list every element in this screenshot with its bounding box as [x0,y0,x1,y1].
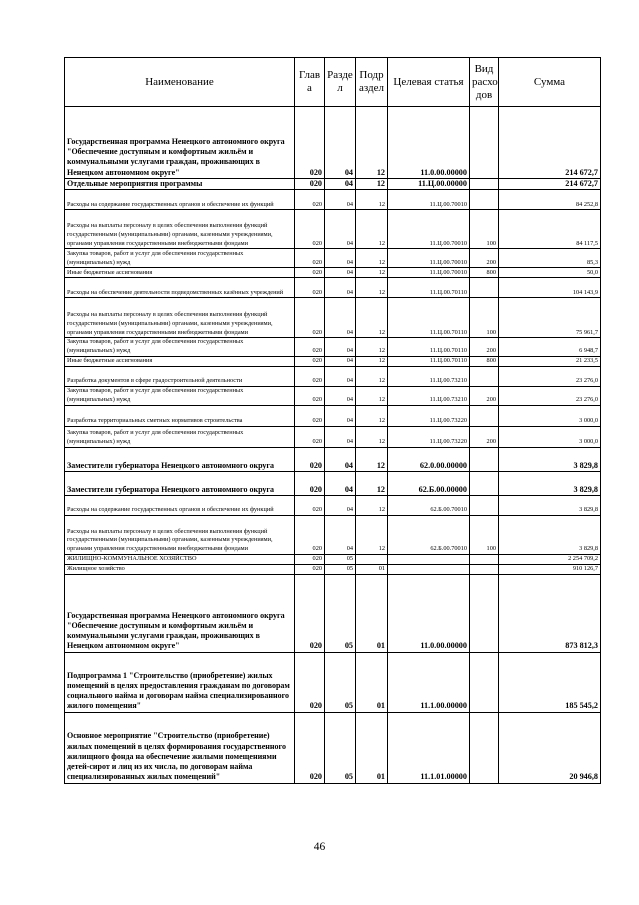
cell-name: Государственная программа Ненецкого автономного округа "Обеспечение доступным и комфортным жильём и коммунальными услугами граждан, проживающих в Ненецком автономном округе" [65,574,295,652]
cell-razdel: 04 [325,210,356,249]
cell-razdel: 04 [325,471,356,495]
cell-statya: 11.1.00.00000 [388,652,470,712]
cell-podrazdel: 12 [356,179,388,190]
cell-statya: 11.Ц.00.00000 [388,179,470,190]
table-row [65,712,601,783]
cell-summa: 214 672,7 [499,107,601,179]
cell-name: Государственная программа Ненецкого автономного округа "Обеспечение доступным и комфортным жильём и коммунальными услугами граждан, проживающих в Ненецком автономном округе" [65,107,295,179]
table-row [65,179,601,190]
cell-name: ЖИЛИЩНО-КОММУНАЛЬНОЕ ХОЗЯЙСТВО [65,554,295,564]
cell-name: Заместители губернатора Ненецкого автономного округа [65,471,295,495]
cell-name: Закупка товаров, работ и услуг для обеспечения государственных (муниципальных) нужд [65,386,295,405]
cell-statya [388,564,470,574]
header-razdel: Разде л [325,58,356,107]
cell-razdel: 04 [325,107,356,179]
table-row [65,652,601,712]
cell-summa: 3 829,8 [499,471,601,495]
cell-name: Иные бюджетные ассигнования [65,356,295,366]
table-row [65,386,601,405]
header-podrazdel: Подр аздел [356,58,388,107]
cell-razdel: 04 [325,338,356,357]
cell-summa: 910 126,7 [499,564,601,574]
table-row [65,495,601,515]
cell-razdel: 04 [325,298,356,338]
cell-vid [470,107,499,179]
cell-statya: 11.1.01.00000 [388,712,470,783]
cell-vid: 200 [470,338,499,357]
cell-razdel: 04 [325,495,356,515]
page-number: 46 [313,841,326,853]
table-row [65,278,601,298]
cell-vid [470,574,499,652]
cell-podrazdel: 12 [356,495,388,515]
table-row [65,426,601,447]
cell-glava: 020 [295,574,325,652]
cell-name: Закупка товаров, работ и услуг для обеспечения государственных (муниципальных) нужд [65,338,295,357]
cell-summa: 84 252,8 [499,190,601,210]
cell-podrazdel: 12 [356,210,388,249]
cell-glava: 020 [295,564,325,574]
cell-summa: 3 000,0 [499,426,601,447]
cell-summa: 6 948,7 [499,338,601,357]
table-row [65,298,601,338]
cell-razdel: 04 [325,386,356,405]
cell-vid [470,554,499,564]
cell-razdel: 04 [325,366,356,386]
table-row [65,405,601,426]
cell-podrazdel: 12 [356,249,388,268]
cell-summa: 85,3 [499,249,601,268]
cell-razdel: 04 [325,268,356,278]
cell-glava: 020 [295,447,325,471]
cell-razdel: 04 [325,190,356,210]
cell-vid: 200 [470,426,499,447]
table-row [65,190,601,210]
table-row [65,107,601,179]
cell-podrazdel: 12 [356,338,388,357]
cell-name: Расходы на содержание государственных органов и обеспечение их функций [65,190,295,210]
cell-summa: 185 545,2 [499,652,601,712]
cell-name: Расходы на содержание государственных органов и обеспечение их функций [65,495,295,515]
cell-glava: 020 [295,554,325,564]
cell-razdel: 04 [325,179,356,190]
cell-vid: 100 [470,515,499,554]
cell-vid: 800 [470,356,499,366]
cell-summa: 3 000,0 [499,405,601,426]
cell-glava: 020 [295,298,325,338]
header-summa: Сумма [499,58,601,107]
cell-vid [470,190,499,210]
cell-statya [388,554,470,564]
cell-razdel: 04 [325,515,356,554]
cell-vid [470,564,499,574]
cell-glava: 020 [295,405,325,426]
cell-podrazdel: 12 [356,386,388,405]
table-row [65,574,601,652]
cell-statya: 11.Ц.00.70010 [388,249,470,268]
table-row [65,515,601,554]
header-name: Наименование [65,58,295,107]
cell-razdel: 05 [325,554,356,564]
cell-razdel: 04 [325,426,356,447]
cell-statya: 11.Ц.00.70110 [388,338,470,357]
cell-podrazdel: 12 [356,515,388,554]
cell-podrazdel: 12 [356,426,388,447]
cell-razdel: 04 [325,405,356,426]
cell-razdel: 05 [325,564,356,574]
cell-summa: 104 143,9 [499,278,601,298]
cell-statya: 11.Ц.00.70010 [388,210,470,249]
cell-name: Расходы на выплаты персоналу в целях обеспечения выполнения функций государственными (муниципальными) органами, казенными учреждениями, органами управления государственными внебюджетными фондами [65,298,295,338]
cell-name: Разработка территориальных сметных нормативов строительства [65,405,295,426]
cell-statya: 11.Ц.00.73220 [388,426,470,447]
cell-vid: 200 [470,249,499,268]
table-row [65,366,601,386]
cell-glava: 020 [295,210,325,249]
cell-name: Основное мероприятие "Строительство (приобретение) жилых помещений в целях формирования государственного жилищного фонда на обеспечение жилыми помещениями детей-сирот и лиц из их числа, по договорам найма специализированных жилых помещений" [65,712,295,783]
header-statya: Целевая статья [388,58,470,107]
cell-vid: 100 [470,298,499,338]
cell-razdel: 04 [325,249,356,268]
cell-summa: 21 233,5 [499,356,601,366]
cell-glava: 020 [295,268,325,278]
cell-vid [470,712,499,783]
cell-name: Разработка документов в сфере градостроительной деятельности [65,366,295,386]
cell-statya: 11.Ц.00.70110 [388,298,470,338]
cell-summa: 20 946,8 [499,712,601,783]
cell-vid [470,447,499,471]
cell-podrazdel: 01 [356,574,388,652]
cell-statya: 11.Ц.00.70110 [388,278,470,298]
table-body [65,107,601,784]
cell-name: Расходы на выплаты персоналу в целях обеспечения выполнения функций государственными (муниципальными) органами, казенными учреждениями, органами управления государственными внебюджетными фондами [65,210,295,249]
cell-razdel: 04 [325,447,356,471]
cell-podrazdel: 12 [356,366,388,386]
table-row [65,554,601,564]
cell-podrazdel: 12 [356,298,388,338]
cell-glava: 020 [295,249,325,268]
cell-summa: 75 961,7 [499,298,601,338]
cell-name: Закупка товаров, работ и услуг для обеспечения государственных (муниципальных) нужд [65,426,295,447]
cell-summa: 214 672,7 [499,179,601,190]
cell-glava: 020 [295,426,325,447]
cell-glava: 020 [295,495,325,515]
cell-podrazdel: 12 [356,278,388,298]
cell-summa: 23 276,0 [499,366,601,386]
header-vid: Вид расхо дов [470,58,499,107]
cell-razdel: 04 [325,356,356,366]
cell-glava: 020 [295,338,325,357]
cell-statya: 62.Б.00.70010 [388,495,470,515]
cell-summa: 84 117,5 [499,210,601,249]
cell-glava: 020 [295,278,325,298]
cell-vid [470,278,499,298]
budget-table [64,57,601,784]
cell-statya: 11.Ц.00.73210 [388,386,470,405]
cell-glava: 020 [295,190,325,210]
cell-summa: 50,0 [499,268,601,278]
table-row [65,338,601,357]
table-row [65,210,601,249]
cell-podrazdel: 12 [356,447,388,471]
cell-podrazdel [356,554,388,564]
table-row [65,268,601,278]
cell-podrazdel: 01 [356,712,388,783]
cell-razdel: 05 [325,574,356,652]
cell-statya: 11.0.00.00000 [388,107,470,179]
cell-summa: 873 812,3 [499,574,601,652]
cell-summa: 23 276,0 [499,386,601,405]
cell-statya: 11.Ц.00.70010 [388,190,470,210]
cell-glava: 020 [295,179,325,190]
cell-vid: 200 [470,386,499,405]
cell-podrazdel: 12 [356,471,388,495]
cell-podrazdel: 12 [356,190,388,210]
cell-podrazdel: 12 [356,107,388,179]
cell-glava: 020 [295,107,325,179]
cell-podrazdel: 01 [356,652,388,712]
cell-podrazdel: 12 [356,405,388,426]
cell-podrazdel: 01 [356,564,388,574]
cell-razdel: 04 [325,278,356,298]
cell-statya: 62.0.00.00000 [388,447,470,471]
cell-vid [470,366,499,386]
cell-statya: 11.Ц.00.70010 [388,268,470,278]
cell-statya: 62.Б.00.70010 [388,515,470,554]
cell-statya: 11.Ц.00.73220 [388,405,470,426]
cell-vid: 800 [470,268,499,278]
cell-statya: 11.Ц.00.73210 [388,366,470,386]
table-row [65,249,601,268]
header-glava: Глав а [295,58,325,107]
cell-razdel: 05 [325,712,356,783]
header-row [65,58,601,107]
cell-name: Расходы на обеспечение деятельности подведомственных казённых учреждений [65,278,295,298]
cell-statya: 62.Б.00.00000 [388,471,470,495]
cell-glava: 020 [295,652,325,712]
cell-statya: 11.0.00.00000 [388,574,470,652]
cell-name: Подпрограмма 1 "Строительство (приобретение) жилых помещений в целях предоставления гражданам по договорам социального найма и договорам найма специализированного жилого помещения" [65,652,295,712]
table-row [65,564,601,574]
cell-glava: 020 [295,515,325,554]
cell-name: Закупка товаров, работ и услуг для обеспечения государственных (муниципальных) нужд [65,249,295,268]
table-row [65,356,601,366]
cell-name: Жилищное хозяйство [65,564,295,574]
cell-glava: 020 [295,386,325,405]
cell-glava: 020 [295,356,325,366]
cell-glava: 020 [295,471,325,495]
cell-vid [470,179,499,190]
cell-name: Расходы на выплаты персоналу в целях обеспечения выполнения функций государственными (муниципальными) органами, казенными учреждениями, органами управления государственными внебюджетными фондами [65,515,295,554]
cell-name: Заместители губернатора Ненецкого автономного округа [65,447,295,471]
cell-summa: 2 254 709,2 [499,554,601,564]
cell-summa: 3 829,8 [499,495,601,515]
cell-summa: 3 829,8 [499,515,601,554]
cell-name: Отдельные мероприятия программы [65,179,295,190]
cell-vid [470,495,499,515]
cell-podrazdel: 12 [356,356,388,366]
cell-glava: 020 [295,712,325,783]
cell-razdel: 05 [325,652,356,712]
table-row [65,471,601,495]
cell-vid [470,652,499,712]
cell-podrazdel: 12 [356,268,388,278]
cell-vid: 100 [470,210,499,249]
cell-summa: 3 829,8 [499,447,601,471]
cell-glava: 020 [295,366,325,386]
cell-name: Иные бюджетные ассигнования [65,268,295,278]
cell-statya: 11.Ц.00.70110 [388,356,470,366]
cell-vid [470,405,499,426]
table-row [65,447,601,471]
cell-vid [470,471,499,495]
